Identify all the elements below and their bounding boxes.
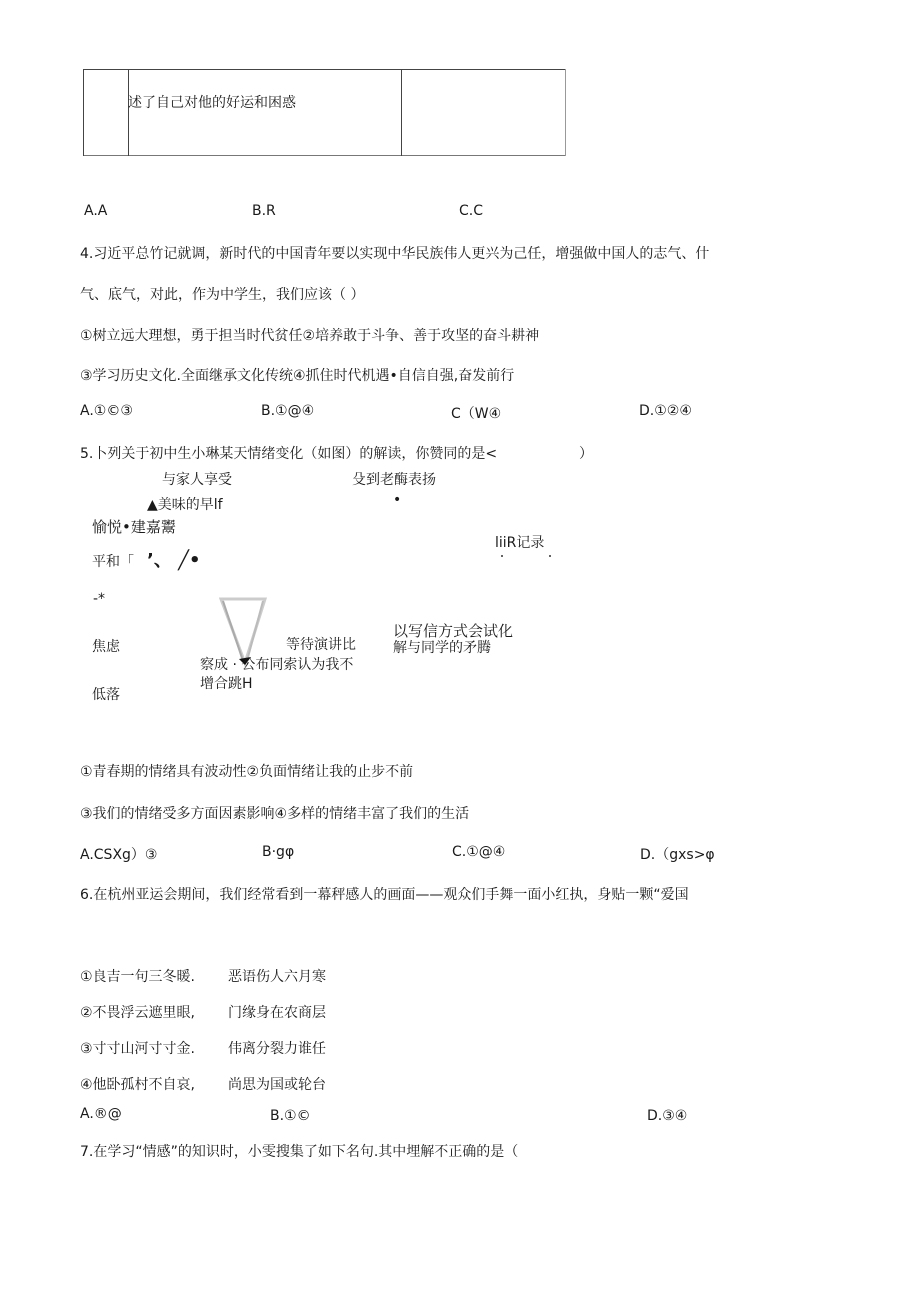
table-column-divider — [401, 69, 402, 156]
q5-option-c: C.①@④ — [452, 844, 506, 860]
q6-item-1-right: 恶语伤人六月寒 — [228, 969, 326, 985]
q6-item-4-left: ④他卧孤村不自哀, — [80, 1077, 196, 1093]
diagram-level-calm: 平和「 — [92, 554, 134, 570]
diagram-label-family: 与家人享受 — [162, 472, 232, 488]
q4-option-b: B.①@④ — [261, 403, 315, 419]
q5-option-d: D.（gxs>φ — [640, 847, 715, 863]
diagram-label-wait: 等待演讲比 — [286, 637, 356, 653]
table-border-right — [565, 69, 566, 156]
table-border-top — [83, 69, 566, 70]
q5-statement-2: ③我们的情绪受多方面因素影响④多样的情绪丰富了我们的生活 — [80, 806, 470, 822]
q7-stem: 7.在学习“情感”的知识时，小雯搜集了如下名句.其中埋解不正确的是（ — [80, 1144, 519, 1160]
q4-statement-1: ①树立远大理想，勇于担当时代贫任②培养敢于斗争、善于攻坚的奋斗耕神 — [80, 328, 540, 344]
diagram-dot — [501, 555, 503, 557]
diagram-dot-mark: • — [393, 492, 402, 508]
q6-item-3-left: ③寸寸山河寸寸金. — [80, 1041, 196, 1057]
q6-item-2-right: 门缘身在农商层 — [228, 1005, 326, 1021]
q3-option-c: C.C — [459, 203, 484, 219]
diagram-level-joy: 愉悦•建嘉鬻 — [92, 518, 176, 536]
q6-item-4-right: 尚思为国或轮台 — [228, 1077, 326, 1093]
q4-option-d: D.①②④ — [639, 403, 692, 419]
q4-option-a: A.①©③ — [80, 403, 133, 419]
diagram-label-breakfast: ▲美味的早lf — [147, 497, 223, 513]
q5-stem: 5.卜列关于初中生小琳某天情绪变化（如图）的解读，你赞同的是< — [80, 446, 498, 462]
q4-stem-line1: 4.习近平总竹记就调，新时代的中国青年要以实现中华民族伟人更兴为己任，增强做中国人的志气、什 — [80, 246, 710, 262]
q6-option-d: D.③④ — [647, 1108, 688, 1124]
diagram-label-teacher: 殳到老酶表扬 — [352, 472, 436, 488]
q3-option-b: B.R — [252, 203, 276, 219]
q6-item-3-right: 伟离分裂力谁任 — [228, 1041, 326, 1057]
table-cell-text: 述了自己对他的好运和困惑 — [128, 95, 296, 111]
q6-item-1-left: ①良吉一句三冬暖. — [80, 969, 196, 985]
q5-statement-1: ①青春期的情绪具有波动性②负面情绪让我的止步不前 — [80, 764, 414, 780]
q4-statement-2: ③学习历史文化.全面继承文化传统④抓住时代机遇•自信自强,奋发前行 — [80, 368, 515, 384]
answer-table — [83, 69, 566, 156]
diagram-level-anxious: 焦虑 — [92, 639, 120, 655]
diagram-label-fit: 增合跳H — [200, 676, 253, 692]
diagram-dot — [549, 555, 551, 557]
q5-option-a: A.CSXg）③ — [80, 847, 158, 863]
q6-item-2-left: ②不畏浮云遮里眼, — [80, 1005, 196, 1021]
q5-stem-close: ） — [579, 446, 593, 462]
q3-option-a: A.A — [84, 203, 108, 219]
q6-stem: 6.在杭州亚运会期间，我们经常看到一幕秤感人的画面——观众们手舞一面小红执，身贴一颗“爱国 — [80, 887, 689, 903]
q5-option-b: B·gφ — [262, 844, 295, 860]
q6-option-b: B.①© — [270, 1108, 311, 1124]
diagram-label-record: liiR记录 — [495, 535, 545, 551]
q4-stem-line2: 气、底气，对此，作为中学生，我们应该（ ） — [80, 287, 365, 303]
table-border-bottom — [83, 155, 566, 156]
q6-option-a: A.®@ — [80, 1106, 122, 1122]
table-column-divider — [128, 69, 129, 156]
diagram-dash-mark: -* — [93, 591, 106, 607]
diagram-level-low: 低落 — [92, 687, 120, 703]
table-border-left — [83, 69, 84, 156]
q4-option-c: C（W④ — [451, 406, 502, 422]
diagram-label-observe: 察成 · 公布同索认为我不 — [200, 657, 354, 673]
diagram-label-letter-1: 以写信方式会试化 — [393, 622, 514, 640]
diagram-label-letter-2: 解与同学的矛腾 — [393, 640, 491, 656]
diagram-curve-marks: ’、 ╱• — [147, 550, 201, 571]
